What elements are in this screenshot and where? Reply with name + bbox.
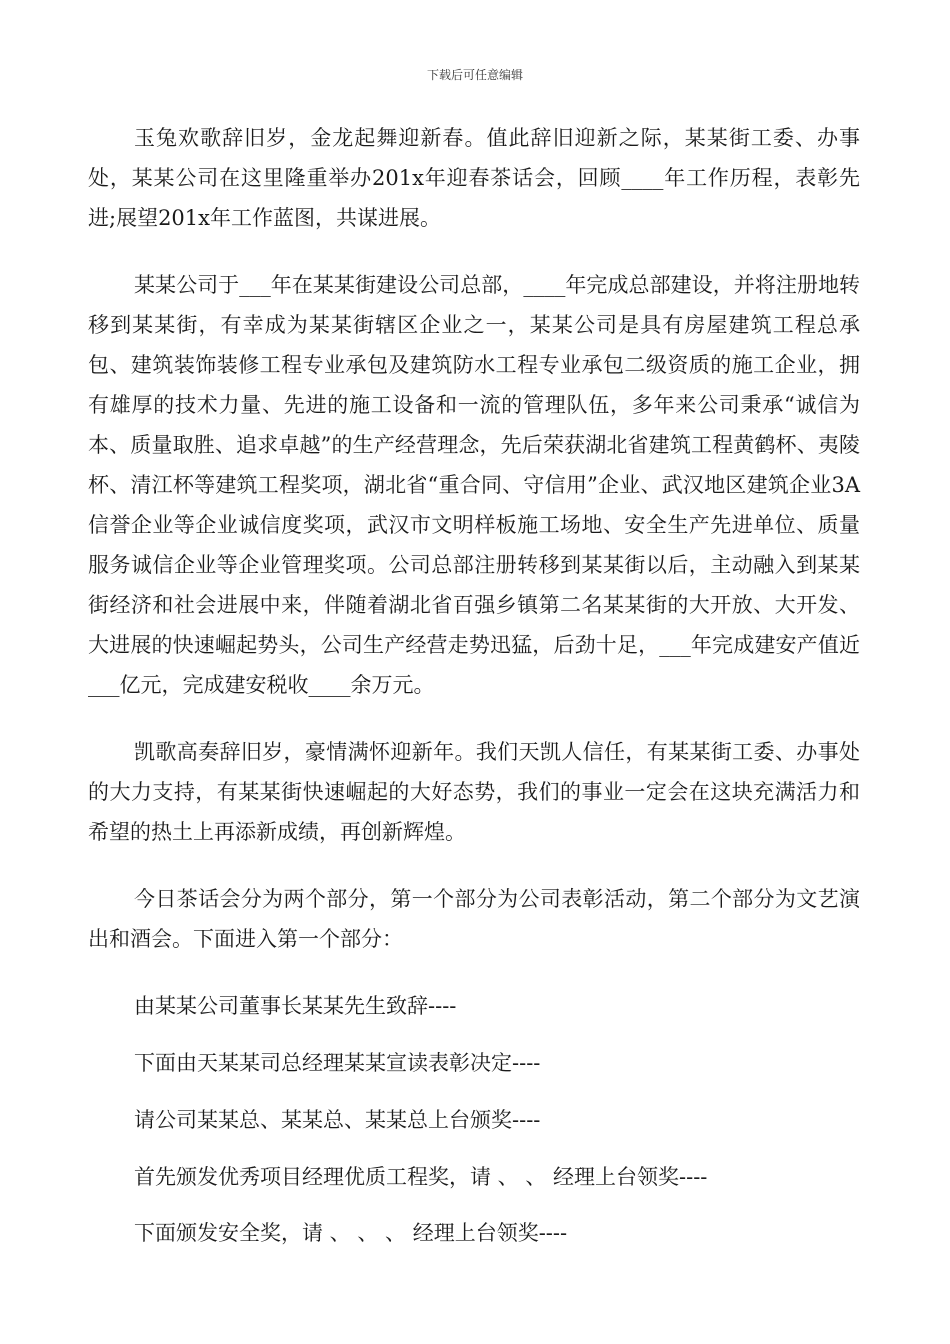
paragraph-opening: 玉兔欢歌辞旧岁，金龙起舞迎新春。值此辞旧迎新之际，某某街工委、办事处，某某公司在这里隆重举办201x年迎春茶话会，回顾____年工作历程，表彰先进;展望201x年工作蓝图，共谋进展。 bbox=[88, 126, 860, 230]
paragraph-new-year: 凯歌高奏辞旧岁，豪情满怀迎新年。我们天凯人信任，有某某街工委、办事处的大力支持，有某某街快速崛起的大好态势，我们的事业一定会在这块充满活力和希望的热土上再添新成绩，再创新辉煌。 bbox=[88, 740, 860, 844]
program-item-safety-award: 下面颁发安全奖，请 、 、 、 经理上台领奖---- bbox=[134, 1221, 568, 1245]
paragraph-company-profile: 某某公司于___年在某某街建设公司总部，____年完成总部建设，并将注册地转移到某某街，有幸成为某某街辖区企业之一，某某公司是具有房屋建筑工程总承包、建筑装饰装修工程专业承包及建筑防水工程专业承包二级资质的施工企业，拥有雄厚的技术力量、先进的施工设备和一流的管理队伍，多年来公司秉承“诚信为本、质量取胜、追求卓越”的生产经营理念，先后荣获湖北省建筑工程黄鹤杯、夷陵杯、清江杯等建筑工程奖项，湖北省“重合同、守信用”企业、武汉地区建筑企业3A信誉企业等企业诚信度奖项，武汉市文明样板施工场地、安全生产先进单位、质量服务诚信企业等企业管理奖项。公司总部注册转移到某某街以后，主动融入到某某街经济和社会进展中来，伴随着湖北省百强乡镇第二名某某街的大开放、大开发、大进展的快速崛起势头，公司生产经营走势迅猛，后劲十足，___年完成建安产值近___亿元，完成建安税收____余万元。 bbox=[88, 273, 860, 697]
page-header-note: 下载后可任意编辑 bbox=[426, 68, 523, 82]
document-body bbox=[88, 118, 860, 1270]
program-item-quality-award: 首先颁发优秀项目经理优质工程奖，请 、 、 经理上台领奖---- bbox=[134, 1165, 708, 1189]
paragraph-agenda: 今日茶话会分为两个部分，第一个部分为公司表彰活动，第二个部分为文艺演出和酒会。下面进入第一个部分： bbox=[88, 887, 860, 951]
program-item-presenters: 请公司某某总、某某总、某某总上台颁奖---- bbox=[134, 1108, 541, 1132]
program-item-chairman-speech: 由某某公司董事长某某先生致辞---- bbox=[134, 994, 457, 1018]
program-item-award-decision: 下面由天某某司总经理某某宣读表彰决定---- bbox=[134, 1051, 541, 1075]
